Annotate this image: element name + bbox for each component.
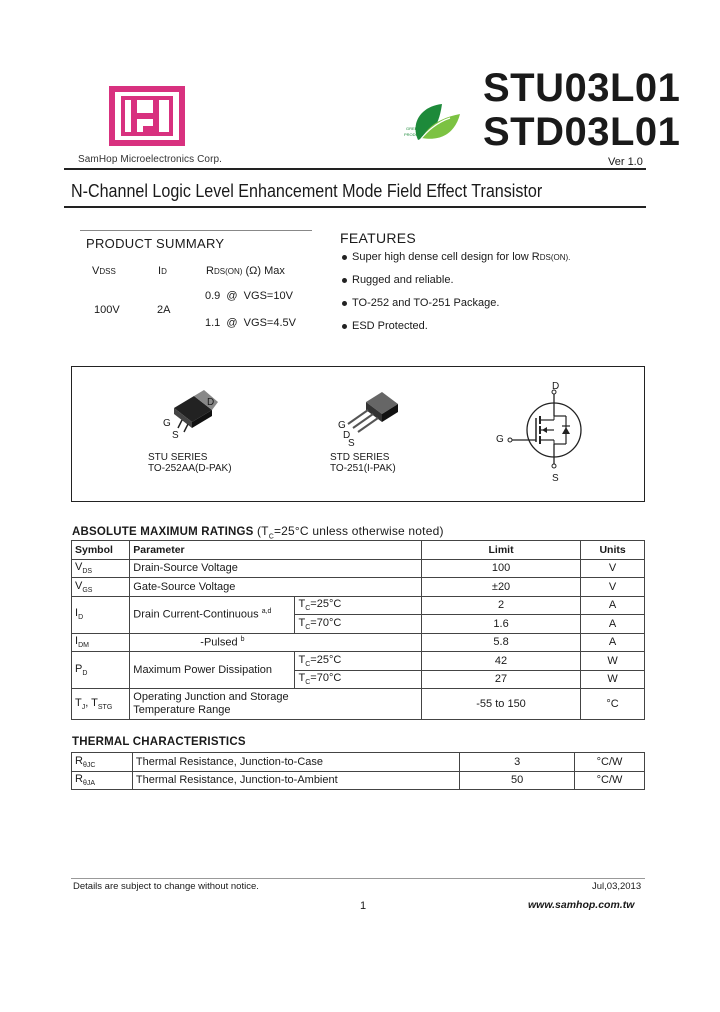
- limit-cell: 1.6: [421, 615, 580, 634]
- table-row: [72, 633, 645, 652]
- stu-package-label: TO-252AA(D-PAK): [148, 463, 232, 474]
- ipak-pin-s-label: S: [348, 438, 355, 449]
- feature-item: Rugged and reliable.: [342, 274, 454, 286]
- bullet-icon: [342, 255, 347, 260]
- pin-d-label: D: [207, 397, 215, 408]
- stu-series-label: STU SERIES: [148, 452, 208, 463]
- col-id: ID: [158, 265, 167, 277]
- std-package-label: TO-251(I-PAK): [330, 463, 396, 474]
- part-number-stu: STU03L01: [483, 66, 681, 110]
- pin-g-label: G: [163, 418, 171, 429]
- samhop-logo: [109, 86, 185, 146]
- limit-cell: 42: [421, 652, 580, 671]
- unit-cell: °C: [581, 689, 645, 720]
- page-number: 1: [360, 900, 367, 912]
- table-row: [72, 689, 645, 720]
- symbol-cell: $R_{\theta JA}$: [72, 771, 133, 790]
- col-rds: RDS(ON) (Ω) Max: [206, 265, 285, 277]
- feature-item: Super high dense cell design for low RDS(ON).: [342, 251, 570, 263]
- svg-text:GREEN: GREEN: [406, 126, 421, 131]
- id-value: 2A: [157, 304, 171, 316]
- condition-cell: $T_C=70^\circ C$: [295, 670, 421, 689]
- limit-cell: 50: [460, 771, 575, 790]
- product-summary-title: PRODUCT SUMMARY: [86, 236, 225, 251]
- table-row: [72, 771, 645, 790]
- footer-disclaimer: Details are subject to change without notice.: [73, 881, 259, 892]
- part-number-std: STD03L01: [483, 110, 681, 154]
- parameter-cell: Drain-Source Voltage: [130, 559, 422, 578]
- symbol-cell: $P_D$: [72, 652, 130, 689]
- ipak-pin-d-label: D: [343, 430, 351, 441]
- std-series-label: STD SERIES: [330, 452, 390, 463]
- document-title: N-Channel Logic Level Enhancement Mode Field Effect Transistor: [71, 180, 543, 201]
- limit-cell: 27: [421, 670, 580, 689]
- limit-cell: 2: [421, 596, 580, 615]
- unit-cell: A: [581, 596, 645, 615]
- symbol-cell: $I_{DM}$: [72, 633, 130, 652]
- footer-date: Jul,03,2013: [592, 881, 642, 892]
- limit-cell: ±20: [421, 578, 580, 597]
- unit-cell: °C/W: [575, 753, 645, 772]
- header-limit: Limit: [421, 541, 580, 560]
- limit-cell: 5.8: [421, 633, 580, 652]
- table-row: [72, 596, 645, 615]
- table-header-row: [72, 541, 645, 560]
- abs-max-table: [71, 540, 645, 720]
- symbol-source-label: S: [552, 473, 559, 484]
- feature-item: TO-252 and TO-251 Package.: [342, 297, 499, 309]
- condition-cell: $T_C=25^\circ C$: [295, 596, 421, 615]
- ipak-pin-g-label: G: [338, 420, 346, 431]
- svg-text:PRODUCT: PRODUCT: [404, 132, 424, 137]
- unit-cell: A: [581, 633, 645, 652]
- parameter-cell: Thermal Resistance, Junction-to-Case: [132, 753, 459, 772]
- mosfet-symbol-icon: [490, 380, 600, 486]
- condition-cell: $T_C=70^\circ C$: [295, 615, 421, 634]
- header-parameter: Parameter: [130, 541, 422, 560]
- version-label: Ver 1.0: [608, 156, 643, 168]
- unit-cell: V: [581, 559, 645, 578]
- unit-cell: V: [581, 578, 645, 597]
- table-row: [72, 578, 645, 597]
- header-rule-bottom: [64, 206, 646, 208]
- rds-value-4-5v: 1.1 @ VGS=4.5V: [205, 317, 296, 329]
- symbol-gate-label: G: [496, 434, 504, 445]
- header-symbol: Symbol: [72, 541, 130, 560]
- rds-value-10v: 0.9 @ VGS=10V: [205, 290, 293, 302]
- thermal-table: [71, 752, 645, 790]
- parameter-cell: Maximum Power Dissipation: [130, 652, 295, 689]
- header-units: Units: [581, 541, 645, 560]
- bullet-icon: [342, 278, 347, 283]
- limit-cell: 100: [421, 559, 580, 578]
- parameter-cell: Gate-Source Voltage: [130, 578, 422, 597]
- header-rule-top: [64, 168, 646, 170]
- unit-cell: °C/W: [575, 771, 645, 790]
- symbol-cell: $I_D$: [72, 596, 130, 633]
- parameter-cell: -Pulsed $^b$: [130, 633, 422, 652]
- parameter-cell: Operating Junction and Storage Temperature Range: [130, 689, 422, 720]
- limit-cell: 3: [460, 753, 575, 772]
- bullet-icon: [342, 324, 347, 329]
- thermal-title: THERMAL CHARACTERISTICS: [72, 736, 246, 748]
- table-row: [72, 753, 645, 772]
- vdss-value: 100V: [94, 304, 120, 316]
- company-name: SamHop Microelectronics Corp.: [78, 154, 223, 165]
- table-row: [72, 559, 645, 578]
- symbol-cell: $V_{GS}$: [72, 578, 130, 597]
- col-vdss: VDSS: [92, 265, 116, 277]
- symbol-drain-label: D: [552, 381, 560, 392]
- unit-cell: W: [581, 670, 645, 689]
- website-link[interactable]: www.samhop.com.tw: [528, 899, 635, 911]
- symbol-cell: $R_{\theta JC}$: [72, 753, 133, 772]
- condition-cell: $T_C=25^\circ C$: [295, 652, 421, 671]
- footer-rule: [71, 878, 645, 879]
- summary-rule: [80, 230, 312, 231]
- bullet-icon: [342, 301, 347, 306]
- parameter-cell: Drain Current-Continuous $^{a,d}$: [130, 596, 295, 633]
- table-row: [72, 652, 645, 671]
- symbol-cell: $T_J$, $T_{STG}$: [72, 689, 130, 720]
- abs-max-title: ABSOLUTE MAXIMUM RATINGS ($T_C=25^\circ C$ unless otherwise noted): [72, 524, 444, 541]
- unit-cell: W: [581, 652, 645, 671]
- features-title: FEATURES: [340, 230, 417, 246]
- green-leaf-logo: [400, 100, 470, 148]
- unit-cell: A: [581, 615, 645, 634]
- limit-cell: -55 to 150: [421, 689, 580, 720]
- parameter-cell: Thermal Resistance, Junction-to-Ambient: [132, 771, 459, 790]
- symbol-cell: $V_{DS}$: [72, 559, 130, 578]
- feature-item: ESD Protected.: [342, 320, 428, 332]
- dpak-package-icon: [160, 388, 230, 444]
- pin-s-label: S: [172, 430, 179, 441]
